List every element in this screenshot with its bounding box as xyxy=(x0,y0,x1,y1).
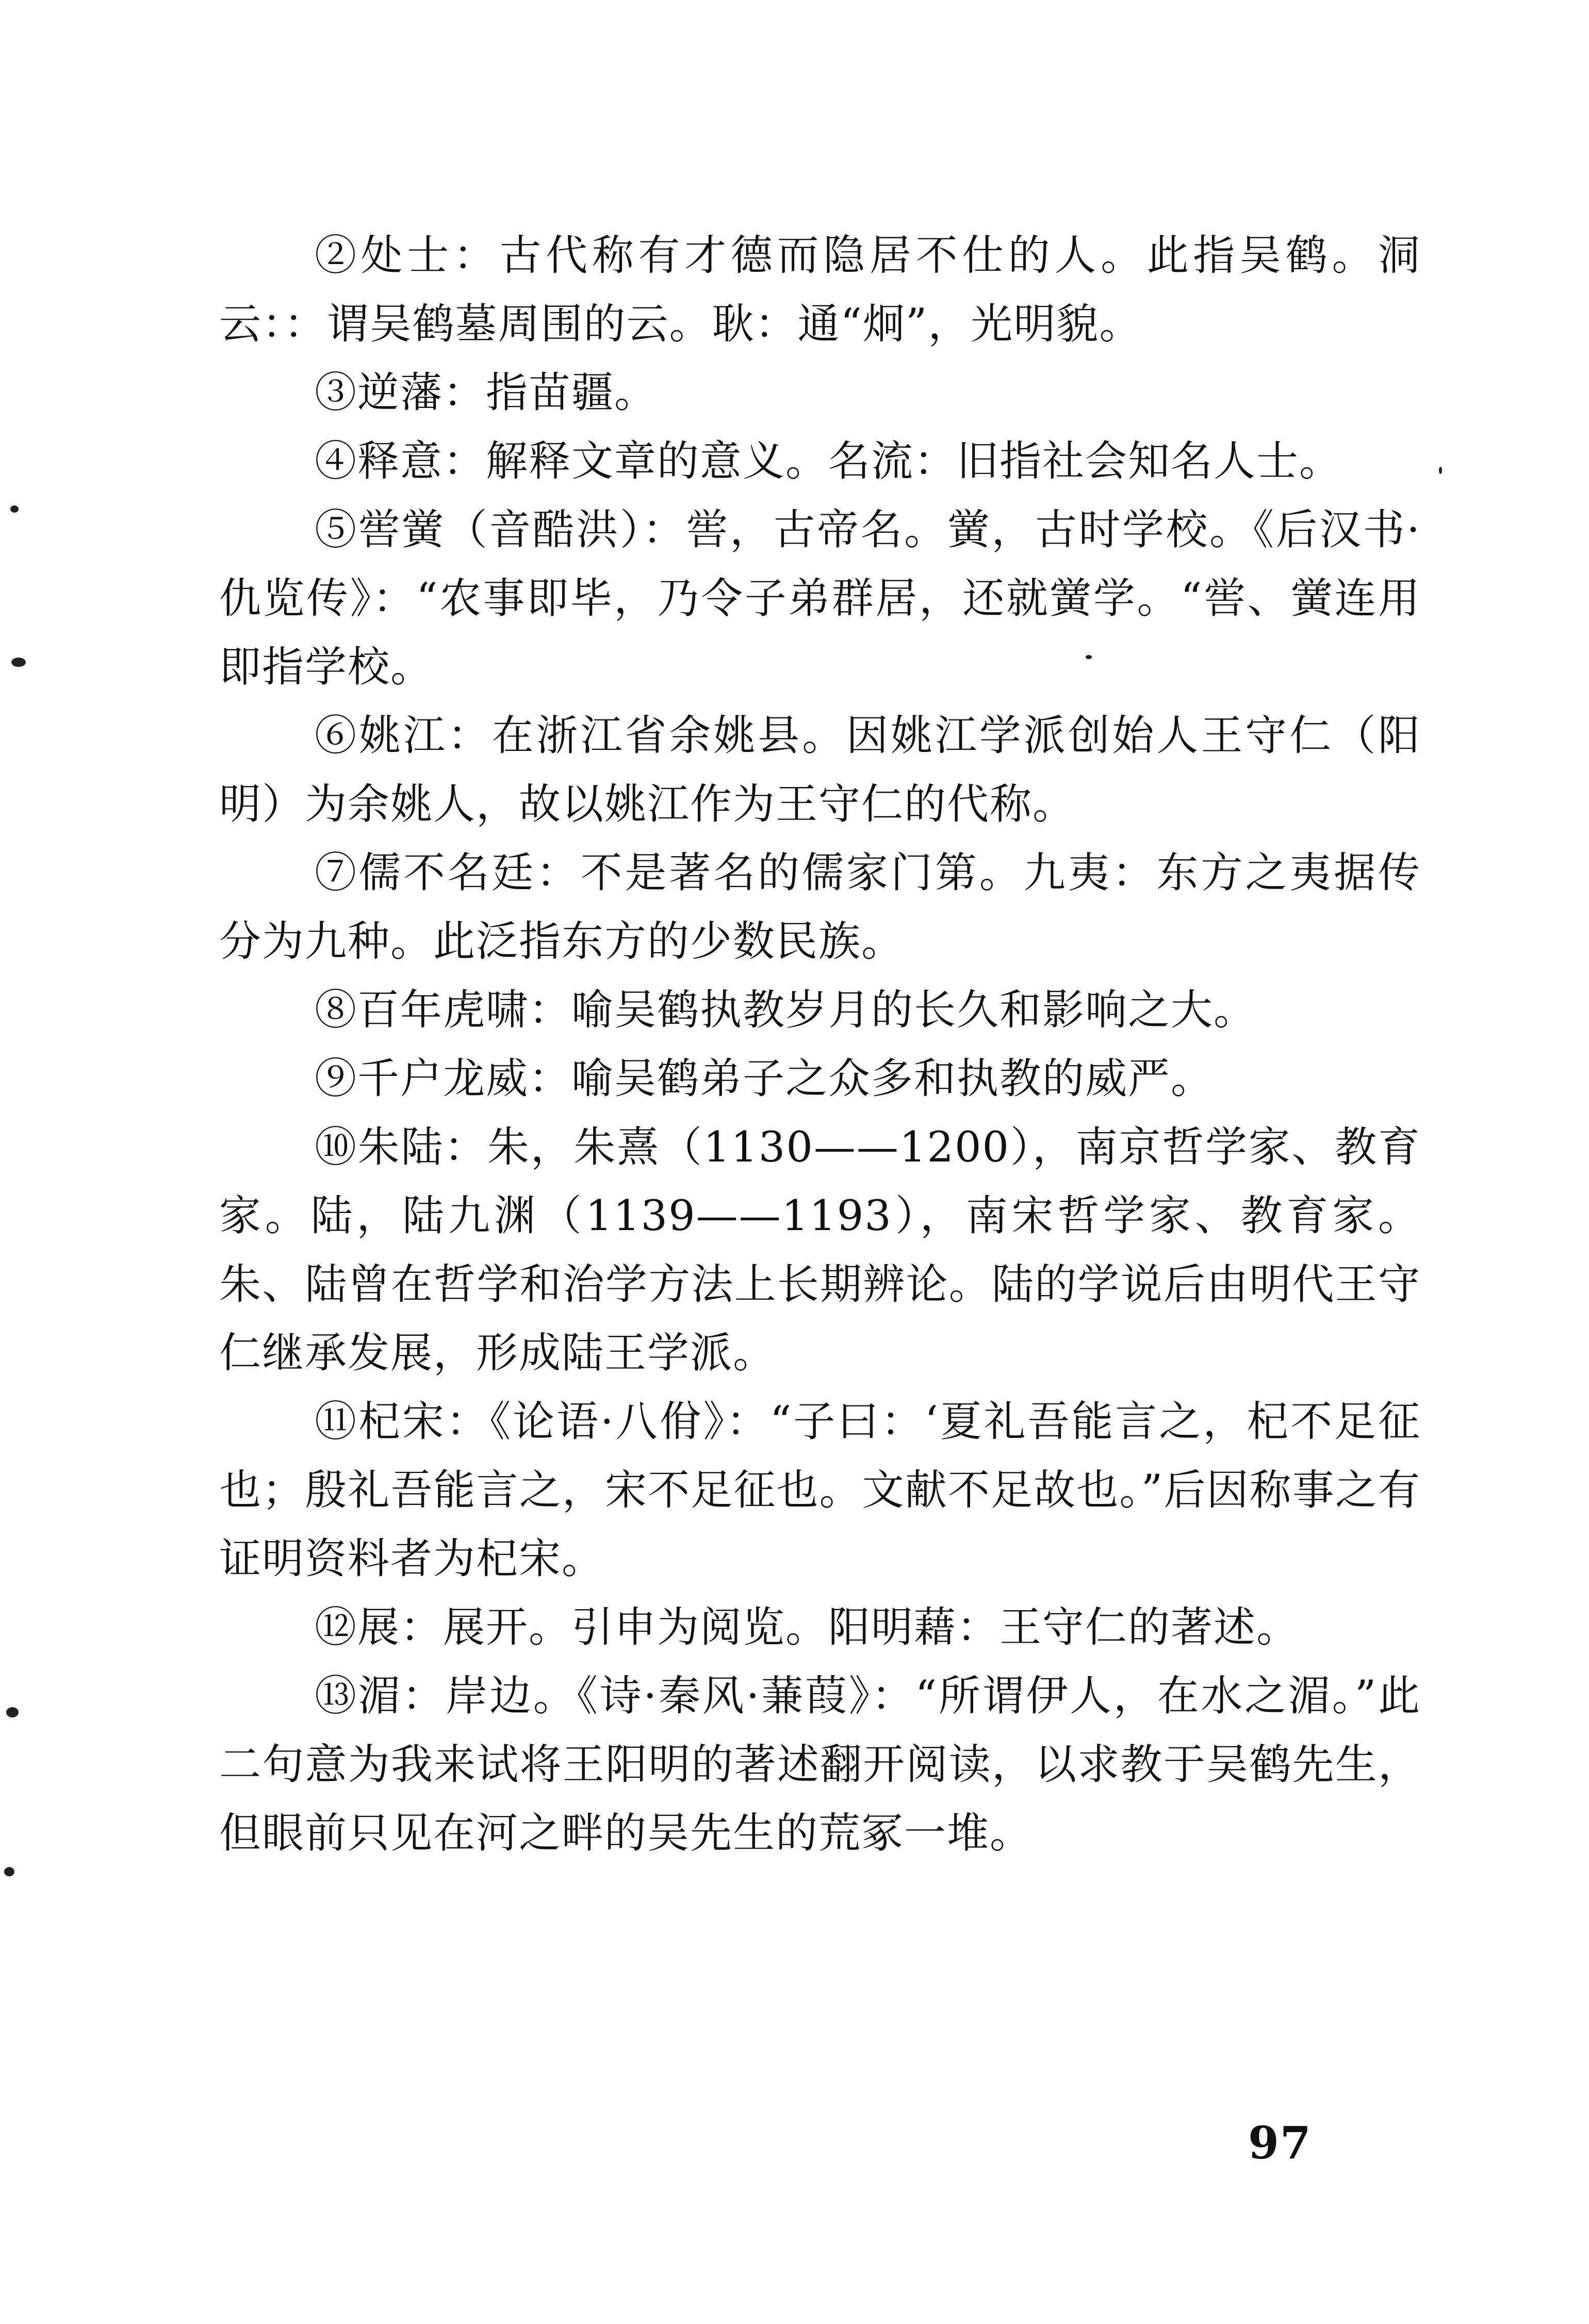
note-6: ⑥姚江：在浙江省余姚县。因姚江学派创始人王守仁（阳明）为余姚人，故以姚江作为王守仁的代称。 xyxy=(219,712,1421,829)
note-5: ⑤喾黉（音酷洪）：喾，古帝名。黉，古时学校。《后汉书·仇览传》：“农事即毕，乃令子弟群居，还就黉学。“喾、黉连用即指学校。 xyxy=(219,506,1421,692)
note-13: ⑬湄：岸边。《诗·秦风·蒹葭》：“所谓伊人，在水之湄。”此二句意为我来试将王阳明的著述翻开阅读，以求教于吴鹤先生，但眼前只见在河之畔的吴先生的荒冢一堆。 xyxy=(219,1672,1421,1858)
page-number: 97 xyxy=(1248,2117,1312,2169)
annotation-list xyxy=(219,222,1421,1868)
scan-speck xyxy=(1439,467,1442,474)
note-7: ⑦儒不名廷：不是著名的儒家门第。九夷：东方之夷据传分为九种。此泛指东方的少数民族。 xyxy=(219,849,1421,966)
scan-speck xyxy=(11,658,26,667)
note-11: ⑪杞宋：《论语·八佾》：“子曰：‘夏礼吾能言之，杞不足征也；殷礼吾能言之，宋不足征也。文献不足故也。”后因称事之有证明资料者为杞宋。 xyxy=(219,1398,1421,1583)
scan-speck xyxy=(4,1867,14,1876)
note-3: ③逆藩：指苗疆。 xyxy=(315,369,658,417)
note-8: ⑧百年虎啸：喻吴鹤执教岁月的长久和影响之大。 xyxy=(315,986,1257,1035)
scan-speck xyxy=(1086,655,1092,659)
note-2: ②处士：古代称有才德而隐居不仕的人。此指吴鹤。洞云：：谓吴鹤墓周围的云。耿：通“炯”，光明貌。 xyxy=(219,232,1421,349)
scan-speck xyxy=(10,505,19,513)
note-9: ⑨千户龙威：喻吴鹤弟子之众多和执教的威严。 xyxy=(315,1055,1214,1103)
scan-speck xyxy=(6,1707,19,1717)
note-10: ⑩朱陆：朱，朱熹（1130——1200），南京哲学家、教育家。陆，陆九渊（1139——1193），南宋哲学家、教育家。朱、陆曾在哲学和治学方法上长期辨论。陆的学说后由明代王守仁继承发展，形成陆王学派。 xyxy=(219,1123,1421,1378)
note-4: ④释意：解释文章的意义。名流：旧指社会知名人士。 xyxy=(315,437,1342,486)
note-12: ⑫展：展开。引申为阅览。阳明藉：王守仁的著述。 xyxy=(315,1603,1300,1652)
